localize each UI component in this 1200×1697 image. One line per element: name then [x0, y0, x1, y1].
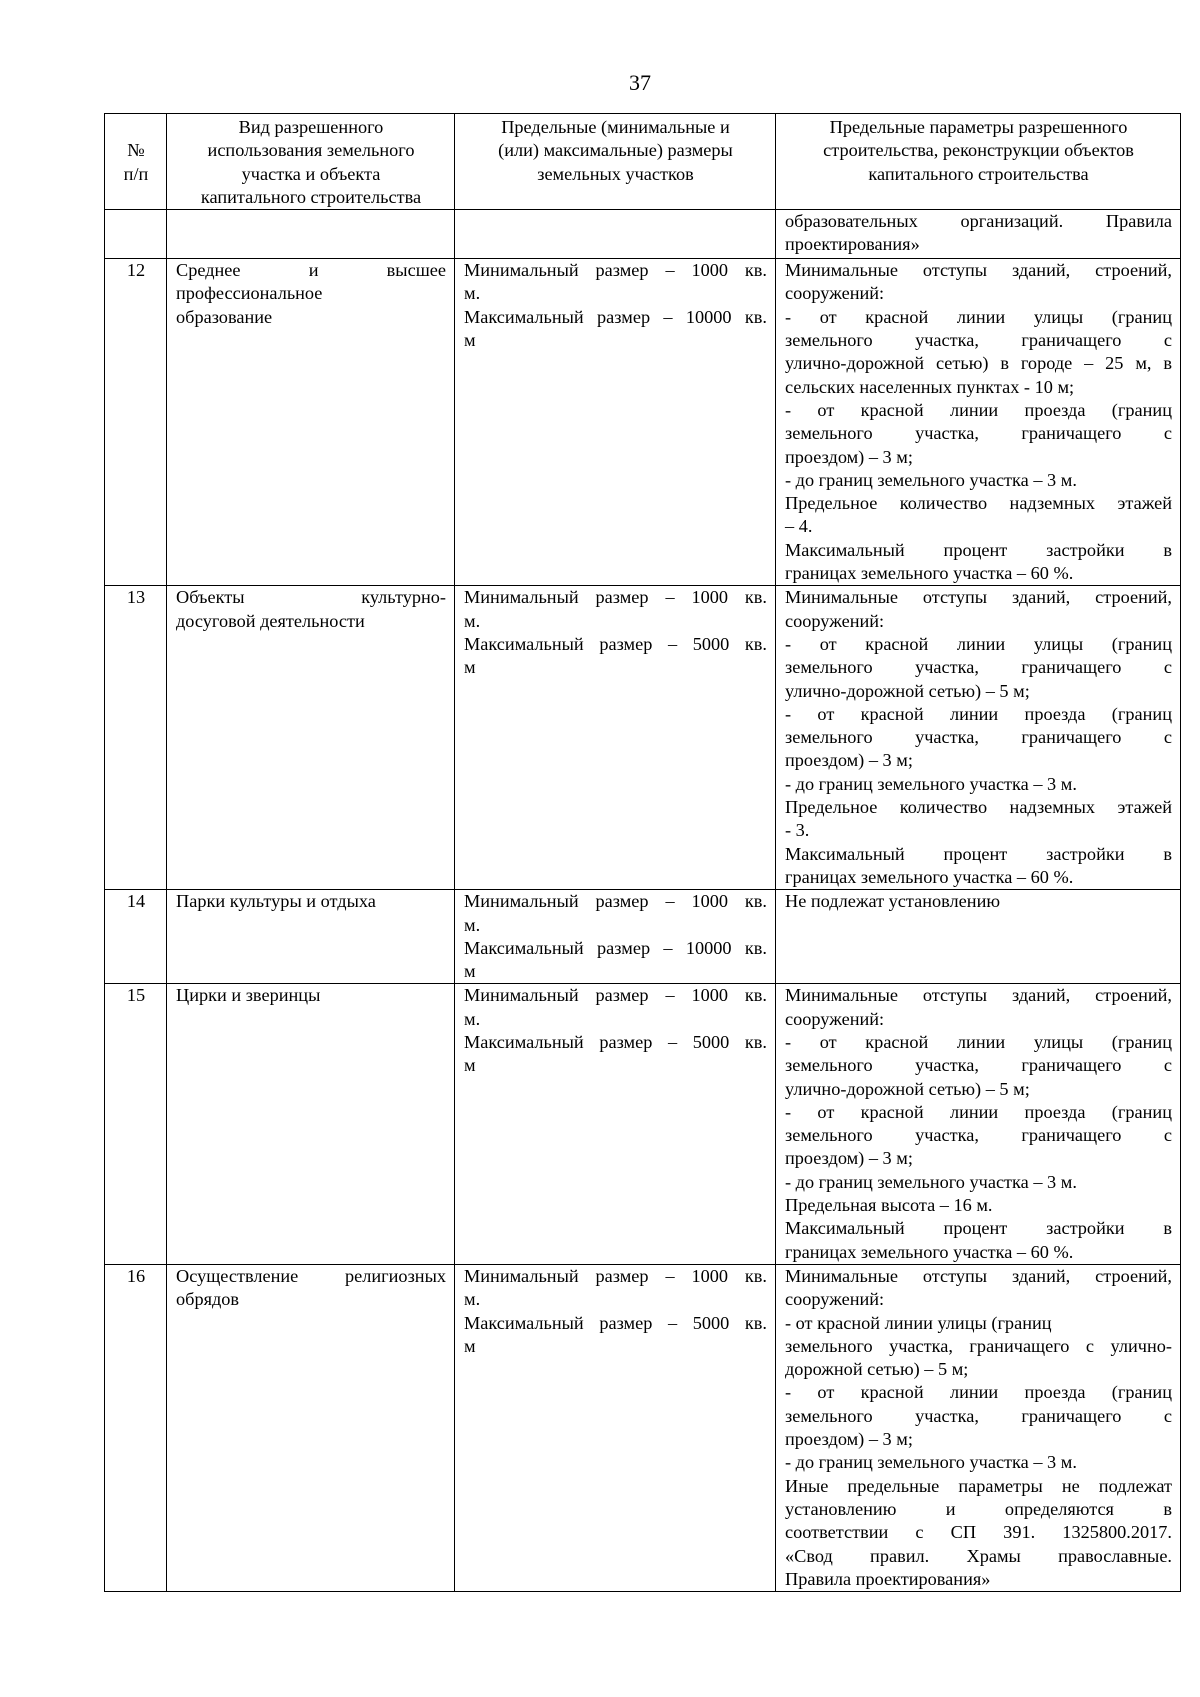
cell-number: 12	[105, 259, 167, 586]
cell-params: Не подлежат установлению	[776, 890, 1181, 984]
cell-size: Минимальный размер – 1000 кв. м. Максимальный размер – 5000 кв. м	[455, 984, 776, 1265]
cell-params: образовательных организаций. Правила проектирования»	[776, 210, 1181, 259]
cell-number: 15	[105, 984, 167, 1265]
cell-number: 16	[105, 1264, 167, 1591]
cell-size: Минимальный размер – 1000 кв. м. Максимальный размер – 10000 кв. м	[455, 890, 776, 984]
header-number: № п/п	[105, 114, 167, 210]
cell-use	[167, 210, 455, 259]
cell-number	[105, 210, 167, 259]
cell-use: Осуществление религиозных обрядов	[167, 1264, 455, 1591]
table-row-continuation	[105, 210, 1181, 259]
cell-params: Минимальные отступы зданий, строений, сооружений: - от красной линии улицы (границ земельного участка, граничащего с улично- дорожной сетью) – 5 м; - от красной линии проезда (границ земельного участка, граничащего с проездом) – 3 м; - до границ земельного участка – 3 м. Иные предельные параметры не подлежат установлению и определяются в соответствии с СП 391. 1325800.2017. «Свод правил. Храмы православные. Правила проектирования»	[776, 1264, 1181, 1591]
table-row	[105, 1264, 1181, 1591]
cell-params: Минимальные отступы зданий, строений, сооружений: - от красной линии улицы (границ земельного участка, граничащего с улично-дорожной сетью) – 5 м; - от красной линии проезда (границ земельного участка, граничащего с проездом) – 3 м; - до границ земельного участка – 3 м. Предельная высота – 16 м. Максимальный процент застройки в границах земельного участка – 60 %.	[776, 984, 1181, 1265]
cell-use: Объекты культурно- досуговой деятельности	[167, 586, 455, 890]
cell-size: Минимальный размер – 1000 кв. м. Максимальный размер – 10000 кв. м	[455, 259, 776, 586]
table-body	[105, 210, 1181, 1592]
cell-size: Минимальный размер – 1000 кв. м. Максимальный размер – 5000 кв. м	[455, 586, 776, 890]
cell-size: Минимальный размер – 1000 кв. м. Максимальный размер – 5000 кв. м	[455, 1264, 776, 1591]
header-plot-size: Предельные (минимальные и (или) максимальные) размеры земельных участков	[455, 114, 776, 210]
table-row	[105, 890, 1181, 984]
cell-use: Среднее и высшее профессиональное образование	[167, 259, 455, 586]
table-row	[105, 984, 1181, 1265]
table-row	[105, 586, 1181, 890]
header-construction-params: Предельные параметры разрешенного строительства, реконструкции объектов капитального строительства	[776, 114, 1181, 210]
cell-number: 13	[105, 586, 167, 890]
cell-use: Парки культуры и отдыха	[167, 890, 455, 984]
table-row	[105, 259, 1181, 586]
cell-size	[455, 210, 776, 259]
cell-params: Минимальные отступы зданий, строений, сооружений: - от красной линии улицы (границ земельного участка, граничащего с улично-дорожной сетью) – 5 м; - от красной линии проезда (границ земельного участка, граничащего с проездом) – 3 м; - до границ земельного участка – 3 м. Предельное количество надземных этажей - 3. Максимальный процент застройки в границах земельного участка – 60 %.	[776, 586, 1181, 890]
page-number: 37	[629, 70, 651, 95]
cell-use: Цирки и зверинцы	[167, 984, 455, 1265]
table-header	[105, 114, 1181, 210]
header-permitted-use: Вид разрешенного использования земельного участка и объекта капитального строительства	[167, 114, 455, 210]
cell-number: 14	[105, 890, 167, 984]
zoning-table	[104, 113, 1181, 1592]
cell-params: Минимальные отступы зданий, строений, сооружений: - от красной линии улицы (границ земельного участка, граничащего с улично-дорожной сетью) в городе – 25 м, в сельских населенных пунктах - 10 м; - от красной линии проезда (границ земельного участка, граничащего с проездом) – 3 м; - до границ земельного участка – 3 м. Предельное количество надземных этажей – 4. Максимальный процент застройки в границах земельного участка – 60 %.	[776, 259, 1181, 586]
